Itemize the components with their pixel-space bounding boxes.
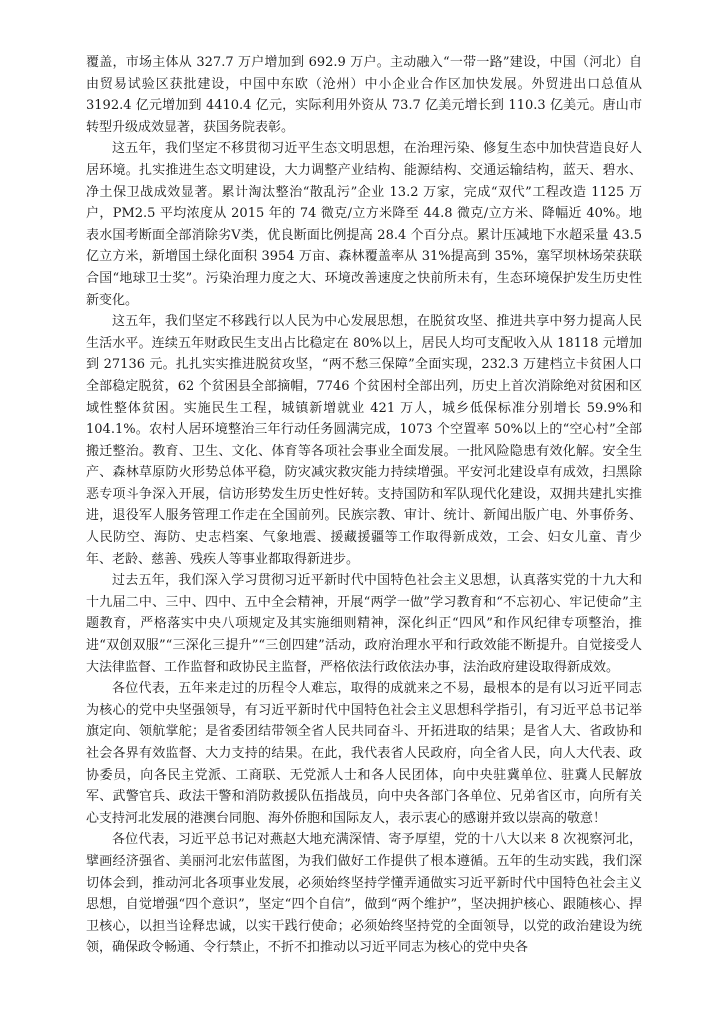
paragraph-livelihood: 这五年，我们坚定不移践行以人民为中心发展思想，在脱贫攻坚、推进共享中努力提高人民生活水平。连续五年财政民生支出占比稳定在 80%以上，居民人均可支配收入从 18118 元增加到 27136 元。扎扎实实推进脱贫攻坚，“两不愁三保障”全面实现，232.3 万建档立卡贫困人口全部稳定脱贫，62 个贫困县全部摘帽，7746 个贫困村全部出列，历史上首次消除绝对贫困和区域性整体贫困。实施民生工程，城镇新增就业 421 万人，城乡低保标准分别增长 59.9%和 104.1%。农村人居环境整治三年行动任务圆满完成，1073 个空置率 50%以上的“空心村”全部搬迁整治。教育、卫生、文化、体育等各项社会事业全面发展。一批风险隐患有效化解。安全生产、森林草原防火形势总体平稳，防灾减灾救灾能力持续增强。平安河北建设卓有成效，扫黑除恶专项斗争深入开展，信访形势发生历史性好转。支持国防和军队现代化建设，双拥共建扎实推进，退役军人服务管理工作走在全国前列。民族宗教、审计、统计、新闻出版广电、外事侨务、人民防空、海防、史志档案、气象地震、援藏援疆等工作取得新成效，工会、妇女儿童、青少年、老龄、慈善、残疾人等事业都取得新进步。	[86, 314, 642, 567]
paragraph-governance: 过去五年，我们深入学习贯彻习近平新时代中国特色社会主义思想，认真落实党的十九大和十九届二中、三中、四中、五中全会精神，开展“两学一做”学习教育和“不忘初心、牢记使命”主题教育，严格落实中央八项规定及其实施细则精神，深化纠正“四风”和作风纪律专项整治，推进“双创双服”“三深化三提升”“三创四建”活动，政府治理水平和行政效能不断提升。自觉接受人大法律监督、工作监督和政协民主监督，严格依法行政依法办事，法治政府建设取得新成效。	[86, 573, 642, 675]
paragraph-acknowledgement: 各位代表，五年来走过的历程令人难忘，取得的成就来之不易，最根本的是有以习近平同志为核心的党中央坚强领导，有习近平新时代中国特色社会主义思想科学指引，有习近平总书记举旗定向、领航掌舵；是省委团结带领全省人民共同奋斗、开拓进取的结果；是省人大、省政协和社会各界有效监督、大力支持的结果。在此，我代表省人民政府，向全省人民，向人大代表、政协委员，向各民主党派、工商联、无党派人士和各人民团体，向中央驻冀单位、驻冀人民解放军、武警官兵、政法干警和消防救援队伍指战员，向中央各部门各单位、兄弟省区市，向所有关心支持河北发展的港澳台同胞、海外侨胞和国际友人，表示衷心的感谢并致以崇高的敬意！	[86, 681, 642, 826]
paragraph-ecology: 这五年，我们坚定不移贯彻习近平生态文明思想，在治理污染、修复生态中加快营造良好人居环境。扎实推进生态文明建设，大力调整产业结构、能源结构、交通运输结构，蓝天、碧水、净土保卫战成效显著。累计淘汰整治“散乱污”企业 13.2 万家，完成“双代”工程改造 1125 万户，PM2.5 平均浓度从 2015 年的 74 微克/立方米降至 44.8 微克/立方米、降幅近 40%。地表水国考断面全部消除劣Ⅴ类，优良断面比例提高 28.4 个百分点。累计压减地下水超采量 43.5 亿立方米，新增国土绿化面积 3954 万亩、森林覆盖率从 31%提高到 35%，塞罕坝林场荣获联合国“地球卫士奖”。污染治理力度之大、环境改善速度之快前所未有，生态环境保护发生历史性新变化。	[86, 141, 642, 308]
paragraph-continued: 覆盖，市场主体从 327.7 万户增加到 692.9 万户。主动融入“一带一路”建设，中国（河北）自由贸易试验区获批建设，中国中东欧（沧州）中小企业合作区加快发展。外贸进出口总值从 3192.4 亿元增加到 4410.4 亿元，实际利用外资从 73.7 亿美元增长到 110.3 亿美元。唐山市转型升级成效显著，获国务院表彰。	[86, 55, 642, 135]
paragraph-experience: 各位代表，习近平总书记对燕赵大地充满深情、寄予厚望，党的十八大以来 8 次视察河北，擘画经济强省、美丽河北宏伟蓝图，为我们做好工作提供了根本遵循。五年的生动实践，我们深切体会到，推动河北各项事业发展，必须始终坚持学懂弄通做实习近平新时代中国特色社会主义思想，自觉增强“四个意识”，坚定“四个自信”，做到“两个维护”，坚决拥护核心、跟随核心、捍卫核心，以担当诠释忠诚，以实干践行使命；必须始终坚持党的全面领导，以党的政治建设为统领，确保政令畅通、令行禁止，不折不扣推动以习近平同志为核心的党中央各	[86, 832, 642, 956]
document-body	[86, 52, 642, 959]
